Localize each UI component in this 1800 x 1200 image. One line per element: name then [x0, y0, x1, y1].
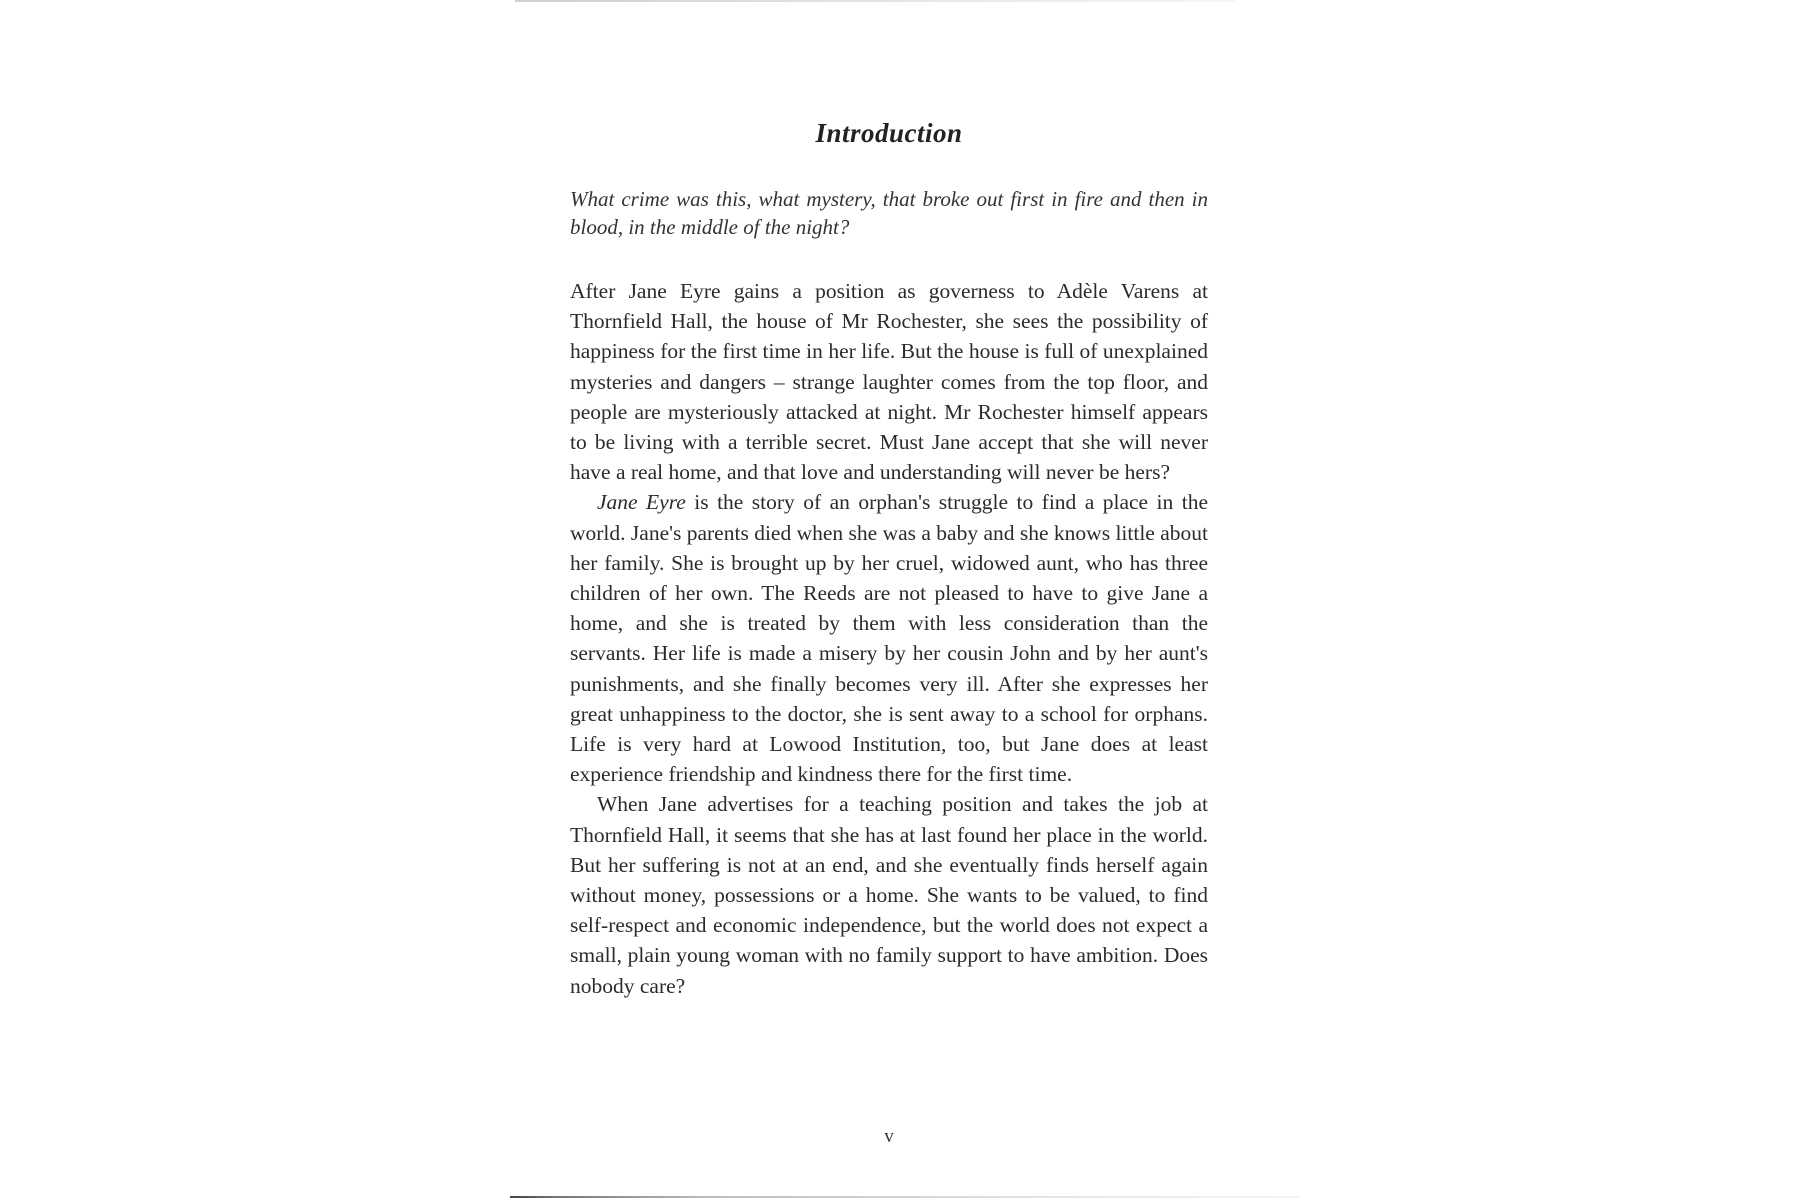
page-top-edge: [515, 0, 1235, 2]
paragraph-3-text: When Jane advertises for a teaching position and takes the job at Thornfield Hall, it seems that she has at last found her place in the world. But her suffering is not at an end, and she eventually finds herself again without money, possessions or a home. She wants to be valued, to find self-respect and economic independence, but the world does not expect a small, plain young woman with no family support to have ambition. Does nobody care?: [570, 792, 1208, 998]
paragraph-2: [570, 487, 1208, 789]
epigraph-quote: What crime was this, what mystery, that broke out first in fire and then in blood, in the middle of the night?: [570, 187, 1208, 239]
body-text: [570, 276, 1208, 1001]
book-title-italic: Jane Eyre: [597, 490, 686, 515]
chapter-title: Introduction: [815, 118, 963, 148]
page-number: v: [884, 1126, 894, 1147]
paragraph-1: [570, 276, 1208, 487]
paragraph-2-text: is the story of an orphan's struggle to find a place in the world. Jane's parents died when she was a baby and she knows little about her family. She is brought up by her cruel, widowed aunt, who has three children of her own. The Reeds are not pleased to have to give Jane a home, and she is treated by them with less consideration than the servants. Her life is made a misery by her cousin John and by her aunt's punishments, and she finally becomes very ill. After she expresses her great unhappiness to the doctor, she is sent away to a school for orphans. Life is very hard at Lowood Institution, too, but Jane does at least experience friendship and kindness there for the first time.: [570, 490, 1208, 787]
page-bottom-edge: [510, 1196, 1300, 1198]
paragraph-1-text: After Jane Eyre gains a position as governess to Adèle Varens at Thornfield Hall, the house of Mr Rochester, she sees the possibility of happiness for the first time in her life. But the house is full of unexplained mysteries and dangers – strange laughter comes from the top floor, and people are mysteriously attacked at night. Mr Rochester himself appears to be living with a terrible secret. Must Jane accept that she will never have a real home, and that love and understanding will never be hers?: [570, 279, 1208, 485]
paragraph-3: [570, 789, 1208, 1000]
